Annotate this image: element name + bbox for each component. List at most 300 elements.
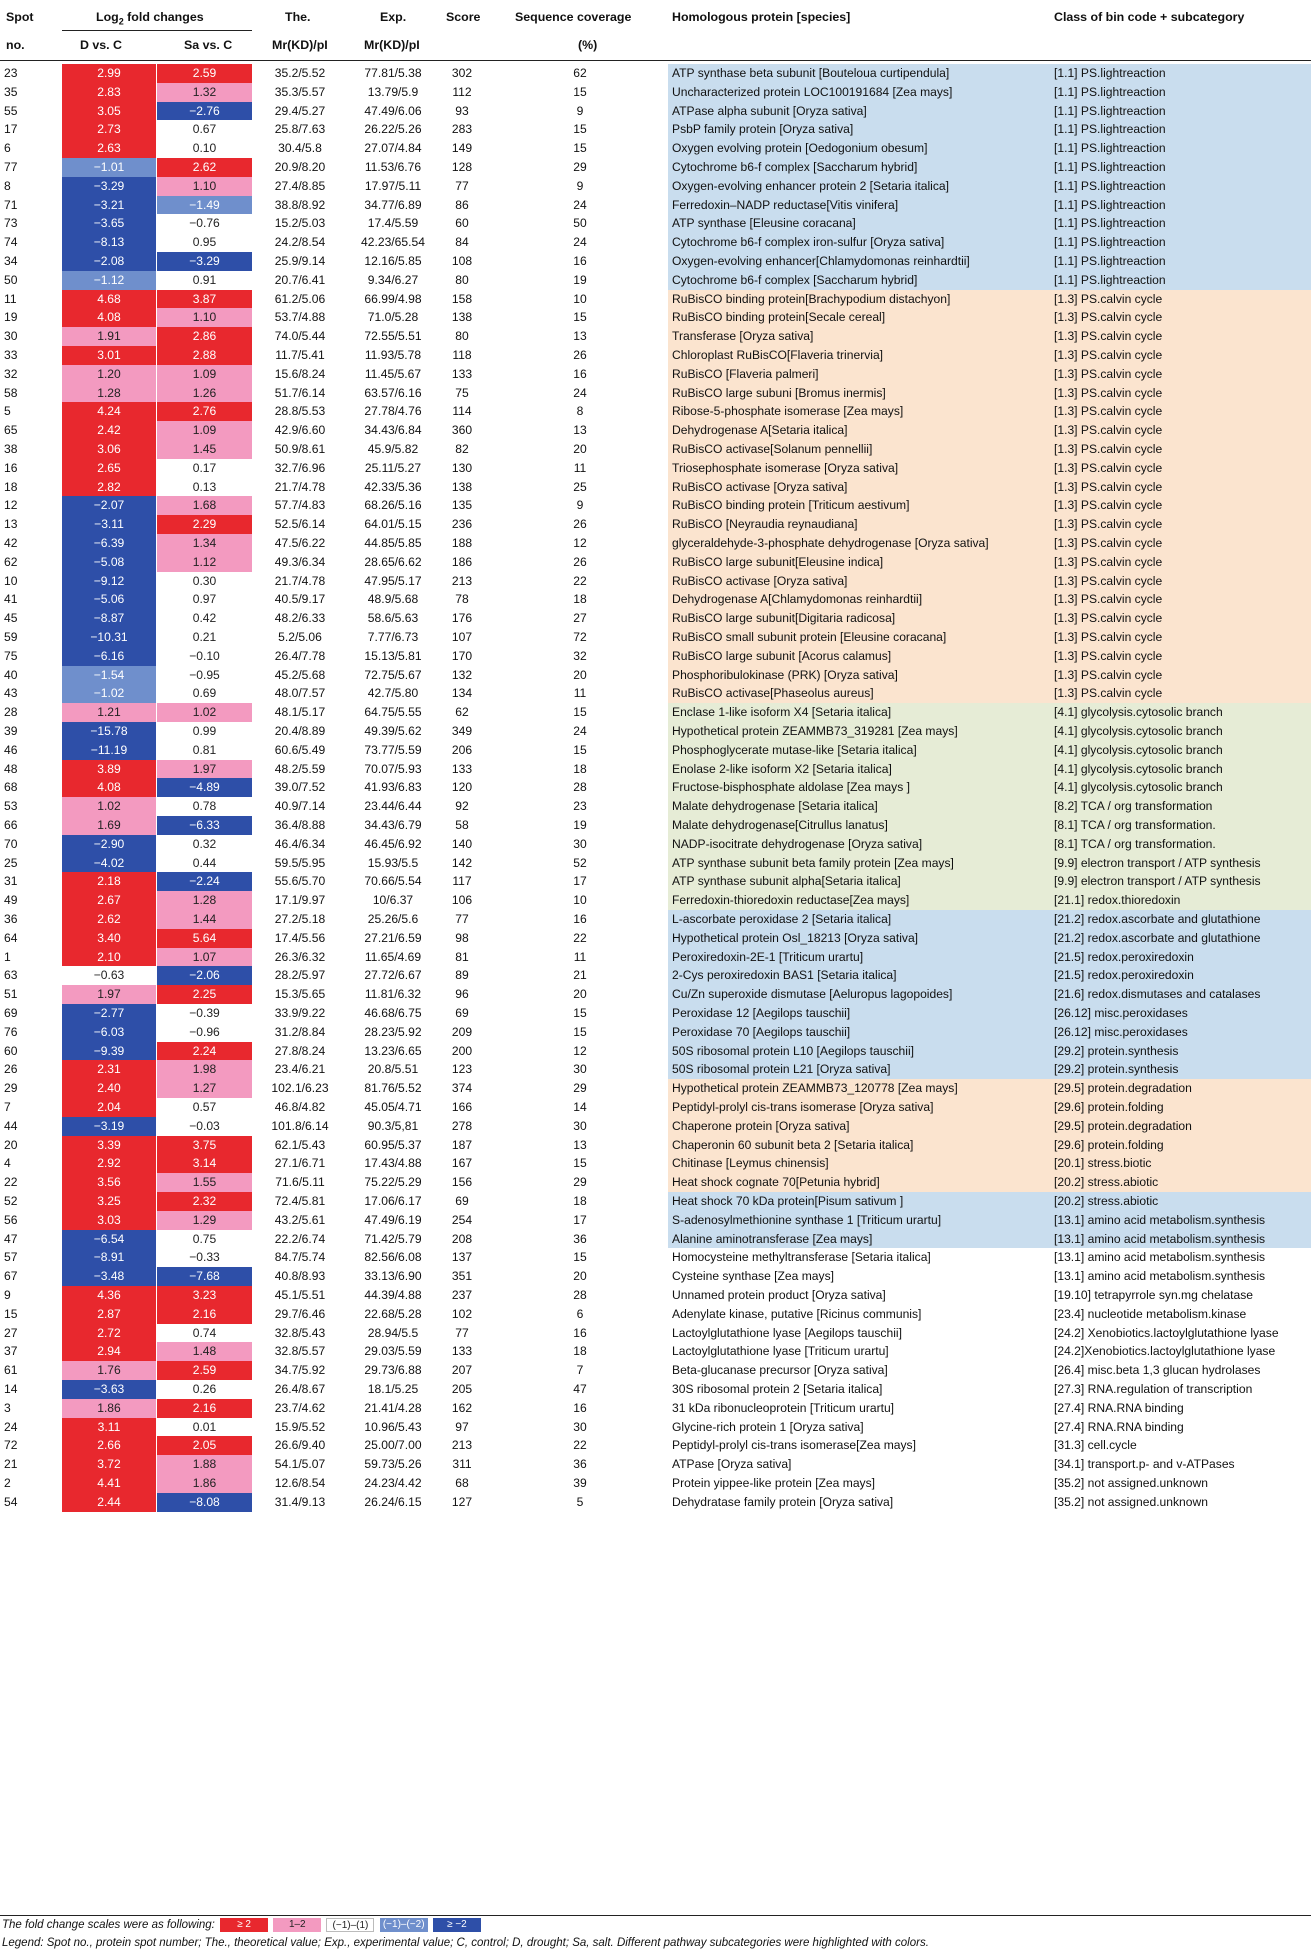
spot-no: 19 (4, 310, 18, 325)
theoretical-value: 50.9/8.61 (274, 442, 326, 456)
sa-vs-c-value: 1.12 (157, 553, 252, 572)
legend-swatch-ge2: ≥ 2 (220, 1918, 268, 1932)
coverage-value: 28 (573, 1288, 587, 1302)
d-vs-c-value: −2.77 (62, 1004, 156, 1023)
theoretical-value: 48.2/5.59 (274, 761, 326, 776)
bin-class: [1.3] PS.calvin cycle (1054, 648, 1163, 663)
theoretical-value: 15.6/8.24 (274, 366, 326, 381)
spot-no: 35 (4, 84, 18, 99)
spot-no: 69 (4, 1006, 18, 1020)
bin-class: [27.4] RNA.RNA binding (1054, 1419, 1184, 1434)
homolog-protein: Phosphoribulokinase (PRK) [Oryza sativa] (672, 667, 898, 682)
d-vs-c-value: −8.87 (62, 609, 156, 628)
homolog-protein: glyceraldehyde-3-phosphate dehydrogenase [Oryza sativa] (672, 536, 989, 550)
table-row (0, 346, 1311, 365)
experimental-value: 27.07/4.84 (364, 141, 422, 156)
score-value: 140 (451, 836, 473, 851)
homolog-protein: RuBisCO small subunit protein [Eleusine coracana] (672, 630, 947, 644)
theoretical-value: 54.1/5.07 (274, 1457, 326, 1472)
homolog-protein: RuBisCO binding protein[Brachypodium distachyon] (672, 291, 951, 306)
sa-vs-c-value: 1.09 (157, 365, 252, 384)
homolog-protein: Ferredoxin–NADP reductase[Vitis vinifera] (672, 197, 899, 212)
score-value: 360 (451, 423, 473, 438)
coverage-value: 36 (573, 1457, 587, 1472)
experimental-value: 24.23/4.42 (364, 1476, 422, 1490)
d-vs-c-value: 3.06 (62, 440, 156, 459)
homolog-protein: NADP-isocitrate dehydrogenase [Oryza sativa] (672, 836, 923, 851)
homolog-protein: Oxygen-evolving enhancer protein 2 [Setaria italica] (672, 178, 949, 193)
theoretical-value: 28.8/5.53 (274, 404, 326, 419)
coverage-value: 12 (573, 1043, 587, 1058)
spot-no: 11 (4, 291, 17, 306)
sa-vs-c-value: −2.24 (157, 872, 252, 891)
score-value: 187 (451, 1137, 473, 1152)
homolog-protein: Hypothetical protein ZEAMMB73_120778 [Zea mays] (672, 1081, 958, 1096)
bin-class: [20.2] stress.abiotic (1054, 1194, 1159, 1208)
experimental-value: 75.22/5.29 (364, 1175, 422, 1190)
spot-no: 32 (4, 366, 18, 381)
score-value: 62 (455, 705, 469, 720)
d-vs-c-value: −5.08 (62, 553, 156, 572)
legend-scales (2, 1918, 481, 1932)
header-spot: Spot (6, 10, 34, 24)
sa-vs-c-value: 0.01 (157, 1418, 252, 1437)
experimental-value: 45.05/4.71 (364, 1100, 422, 1114)
d-vs-c-value: 2.63 (62, 139, 156, 158)
homolog-protein: ATPase alpha subunit [Oryza sativa] (672, 103, 867, 118)
spot-no: 2 (4, 1476, 11, 1490)
coverage-value: 16 (573, 912, 587, 926)
spot-no: 55 (4, 103, 18, 118)
bin-class: [26.4] misc.beta 1,3 glucan hydrolases (1054, 1363, 1261, 1378)
homolog-protein: RuBisCO activase[Solanum pennellii] (672, 442, 873, 456)
homolog-protein: Peroxidase 12 [Aegilops tauschii] (672, 1006, 851, 1020)
table-row (0, 252, 1311, 271)
sa-vs-c-value: 2.16 (157, 1399, 252, 1418)
table-row (0, 966, 1311, 985)
theoretical-value: 46.8/4.82 (274, 1100, 326, 1114)
score-value: 123 (451, 1062, 473, 1077)
score-value: 120 (451, 780, 473, 795)
score-value: 156 (451, 1175, 473, 1190)
table-row (0, 102, 1311, 121)
score-value: 82 (455, 442, 469, 456)
experimental-value: 34.43/6.84 (364, 423, 422, 438)
sa-vs-c-value: −6.33 (157, 816, 252, 835)
sa-vs-c-value: 2.88 (157, 346, 252, 365)
bin-class: [1.1] PS.lightreaction (1054, 178, 1166, 193)
coverage-value: 15 (573, 705, 587, 720)
table-row (0, 1342, 1311, 1361)
sa-vs-c-value: −1.49 (157, 196, 252, 215)
table-row (0, 1418, 1311, 1437)
table-row (0, 590, 1311, 609)
coverage-value: 16 (573, 254, 587, 268)
theoretical-value: 39.0/7.52 (274, 780, 326, 795)
coverage-value: 36 (573, 1231, 587, 1246)
spot-no: 25 (4, 855, 18, 870)
coverage-value: 17 (573, 874, 587, 889)
table-row (0, 1192, 1311, 1211)
header-exp-mr: Mr(KD)/pI (364, 38, 420, 52)
sa-vs-c-value: 0.75 (157, 1230, 252, 1249)
sa-vs-c-value: 0.17 (157, 459, 252, 478)
score-value: 106 (451, 893, 473, 908)
sa-vs-c-value: 0.69 (157, 684, 252, 703)
d-vs-c-value: 3.05 (62, 102, 156, 121)
homolog-protein: Unnamed protein product [Oryza sativa] (672, 1288, 886, 1302)
d-vs-c-value: 3.40 (62, 929, 156, 948)
bin-class: [21.2] redox.ascorbate and glutathione (1054, 930, 1261, 945)
experimental-value: 72.55/5.51 (364, 329, 422, 344)
score-value: 206 (451, 742, 473, 757)
d-vs-c-value: −11.19 (62, 741, 156, 760)
coverage-value: 16 (573, 1325, 587, 1340)
spot-no: 50 (4, 272, 18, 287)
d-vs-c-value: 3.89 (62, 760, 156, 779)
d-vs-c-value: 2.67 (62, 891, 156, 910)
theoretical-value: 49.3/6.34 (274, 554, 326, 569)
bin-class: [1.1] PS.lightreaction (1054, 272, 1166, 287)
d-vs-c-value: 1.28 (62, 384, 156, 403)
experimental-value: 49.39/5.62 (364, 724, 422, 738)
experimental-value: 44.85/5.85 (364, 536, 422, 550)
table-row (0, 1023, 1311, 1042)
theoretical-value: 52.5/6.14 (274, 517, 326, 532)
sa-vs-c-value: 1.88 (157, 1455, 252, 1474)
table-row (0, 948, 1311, 967)
experimental-value: 33.13/6.90 (364, 1269, 422, 1284)
table-row (0, 308, 1311, 327)
spot-no: 36 (4, 912, 18, 926)
theoretical-value: 48.1/5.17 (274, 705, 326, 720)
d-vs-c-value: 2.44 (62, 1493, 156, 1512)
experimental-value: 29.03/5.59 (364, 1344, 422, 1359)
d-vs-c-value: 4.68 (62, 290, 156, 309)
theoretical-value: 62.1/5.43 (274, 1137, 326, 1152)
table-row (0, 196, 1311, 215)
sa-vs-c-value: 1.10 (157, 308, 252, 327)
bin-class: [21.5] redox.peroxiredoxin (1054, 949, 1194, 964)
bin-class: [1.1] PS.lightreaction (1054, 84, 1166, 99)
sa-vs-c-value: −0.95 (157, 666, 252, 685)
d-vs-c-value: −2.90 (62, 835, 156, 854)
experimental-value: 26.22/5.26 (364, 122, 422, 137)
d-vs-c-value: 1.02 (62, 797, 156, 816)
score-value: 213 (451, 573, 473, 588)
d-vs-c-value: −6.03 (62, 1023, 156, 1042)
experimental-value: 22.68/5.28 (364, 1306, 422, 1321)
header-log2-sub: 2 (118, 16, 124, 27)
theoretical-value: 35.3/5.57 (274, 84, 326, 99)
score-value: 86 (455, 197, 469, 212)
score-value: 186 (451, 554, 473, 569)
sa-vs-c-value: 1.34 (157, 534, 252, 553)
table-row (0, 515, 1311, 534)
spot-no: 58 (4, 385, 18, 400)
theoretical-value: 35.2/5.52 (274, 66, 326, 80)
experimental-value: 25.11/5.27 (364, 460, 422, 475)
coverage-value: 17 (573, 1212, 587, 1227)
d-vs-c-value: −0.63 (62, 966, 156, 985)
spot-no: 72 (4, 1438, 18, 1453)
table-row (0, 1248, 1311, 1267)
homolog-protein: Chitinase [Leymus chinensis] (672, 1156, 829, 1171)
homolog-protein: Oxygen-evolving enhancer[Chlamydomonas reinhardtii] (672, 254, 970, 268)
d-vs-c-value: 3.03 (62, 1211, 156, 1230)
experimental-value: 47.95/5.17 (364, 573, 422, 588)
d-vs-c-value: 4.36 (62, 1286, 156, 1305)
experimental-value: 59.73/5.26 (364, 1457, 422, 1472)
experimental-value: 42.33/5.36 (364, 479, 422, 494)
homolog-protein: Dehydratase family protein [Oryza sativa] (672, 1494, 894, 1509)
score-value: 93 (455, 103, 469, 118)
bin-class: [1.1] PS.lightreaction (1054, 197, 1166, 212)
spot-no: 51 (4, 987, 18, 1002)
homolog-protein: Malate dehydrogenase [Setaria italica] (672, 799, 878, 814)
experimental-value: 45.9/5.82 (367, 442, 419, 456)
theoretical-value: 60.6/5.49 (274, 742, 326, 757)
spot-no: 7 (4, 1100, 11, 1114)
coverage-value: 15 (573, 141, 587, 156)
homolog-protein: Enclase 1-like isoform X4 [Setaria italica] (672, 705, 892, 720)
theoretical-value: 32.8/5.43 (274, 1325, 326, 1340)
table-row (0, 872, 1311, 891)
theoretical-value: 48.2/6.33 (274, 611, 326, 626)
sa-vs-c-value: 1.86 (157, 1474, 252, 1493)
theoretical-value: 20.4/8.89 (274, 724, 326, 738)
bin-class: [1.1] PS.lightreaction (1054, 141, 1166, 156)
table-row (0, 1136, 1311, 1155)
theoretical-value: 33.9/9.22 (274, 1006, 326, 1020)
sa-vs-c-value: 1.29 (157, 1211, 252, 1230)
experimental-value: 12.16/5.85 (364, 254, 422, 268)
score-value: 207 (451, 1363, 473, 1378)
header-log2-underline (62, 30, 252, 31)
spot-no: 47 (4, 1231, 18, 1246)
table-row (0, 1098, 1311, 1117)
table-row (0, 1060, 1311, 1079)
coverage-value: 26 (573, 348, 587, 362)
score-value: 158 (451, 291, 473, 306)
sa-vs-c-value: 3.75 (157, 1136, 252, 1155)
bin-class: [1.3] PS.calvin cycle (1054, 611, 1163, 626)
spot-no: 23 (4, 66, 18, 80)
sa-vs-c-value: −0.96 (157, 1023, 252, 1042)
table-row (0, 271, 1311, 290)
coverage-value: 15 (573, 1024, 587, 1039)
table-row (0, 1117, 1311, 1136)
homolog-protein: Chloroplast RuBisCO[Flaveria trinervia] (672, 348, 884, 362)
bin-class: [1.3] PS.calvin cycle (1054, 517, 1163, 532)
theoretical-value: 15.3/5.65 (274, 987, 326, 1002)
homolog-protein: Peroxiredoxin-2E-1 [Triticum urartu] (672, 949, 864, 964)
coverage-value: 72 (573, 630, 587, 644)
d-vs-c-value: −2.08 (62, 252, 156, 271)
score-value: 78 (455, 592, 469, 607)
experimental-value: 11.45/5.67 (364, 366, 422, 381)
experimental-value: 27.21/6.59 (364, 930, 422, 945)
coverage-value: 9 (576, 103, 584, 118)
spot-no: 53 (4, 799, 18, 814)
sa-vs-c-value: 0.21 (157, 628, 252, 647)
d-vs-c-value: −8.91 (62, 1248, 156, 1267)
sa-vs-c-value: −3.29 (157, 252, 252, 271)
experimental-value: 13.79/5.9 (367, 84, 419, 99)
score-value: 127 (451, 1494, 473, 1509)
bin-class: [27.4] RNA.RNA binding (1054, 1400, 1184, 1415)
header-spot-no: no. (6, 38, 25, 52)
bin-class: [23.4] nucleotide metabolism.kinase (1054, 1306, 1247, 1321)
sa-vs-c-value: 0.95 (157, 233, 252, 252)
homolog-protein: Cytochrome b6-f complex [Saccharum hybrid] (672, 272, 918, 287)
d-vs-c-value: −15.78 (62, 722, 156, 741)
d-vs-c-value: 2.82 (62, 478, 156, 497)
experimental-value: 13.23/6.65 (364, 1043, 422, 1058)
bin-class: [24.2]Xenobiotics.lactoylglutathione lyase (1054, 1344, 1276, 1359)
homolog-protein: Ribose-5-phosphate isomerase [Zea mays] (672, 404, 904, 419)
theoretical-value: 31.2/8.84 (274, 1024, 326, 1039)
header-exp: Exp. (380, 10, 407, 24)
score-value: 69 (455, 1194, 469, 1208)
d-vs-c-value: 4.08 (62, 778, 156, 797)
spot-no: 39 (4, 724, 18, 738)
theoretical-value: 74.0/5.44 (274, 329, 326, 344)
bin-class: [1.3] PS.calvin cycle (1054, 479, 1163, 494)
spot-no: 33 (4, 348, 18, 362)
coverage-value: 18 (573, 592, 587, 607)
sa-vs-c-value: −0.39 (157, 1004, 252, 1023)
table-row (0, 797, 1311, 816)
score-value: 107 (451, 630, 473, 644)
spot-no: 56 (4, 1212, 18, 1227)
table-row (0, 684, 1311, 703)
table-row (0, 120, 1311, 139)
score-value: 80 (455, 329, 469, 344)
coverage-value: 6 (576, 1306, 584, 1321)
coverage-value: 24 (573, 385, 587, 400)
theoretical-value: 59.5/5.95 (274, 855, 326, 870)
experimental-value: 71.42/5.79 (364, 1231, 422, 1246)
sa-vs-c-value: 3.87 (157, 290, 252, 309)
spot-no: 18 (4, 479, 18, 494)
homolog-protein: Cu/Zn superoxide dismutase [Aeluropus lagopoides] (672, 987, 953, 1002)
homolog-protein: Peroxidase 70 [Aegilops tauschii] (672, 1024, 851, 1039)
sa-vs-c-value: 1.28 (157, 891, 252, 910)
spot-no: 31 (4, 874, 18, 889)
sa-vs-c-value: 2.59 (157, 1361, 252, 1380)
bin-class: [1.3] PS.calvin cycle (1054, 310, 1163, 325)
coverage-value: 19 (573, 272, 587, 287)
theoretical-value: 15.9/5.52 (274, 1419, 326, 1434)
score-value: 92 (455, 799, 469, 814)
spot-no: 16 (4, 460, 18, 475)
coverage-value: 26 (573, 554, 587, 569)
sa-vs-c-value: 2.25 (157, 985, 252, 1004)
experimental-value: 48.9/5.68 (367, 592, 419, 607)
spot-no: 17 (4, 122, 18, 137)
experimental-value: 41.93/6.83 (364, 780, 422, 795)
bin-class: [1.3] PS.calvin cycle (1054, 404, 1163, 419)
coverage-value: 29 (573, 160, 587, 174)
spot-no: 64 (4, 930, 18, 945)
coverage-value: 27 (573, 611, 587, 626)
experimental-value: 70.66/5.54 (364, 874, 422, 889)
d-vs-c-value: 2.92 (62, 1154, 156, 1173)
spot-no: 71 (4, 197, 18, 212)
d-vs-c-value: −6.16 (62, 647, 156, 666)
experimental-value: 15.93/5.5 (367, 855, 419, 870)
coverage-value: 15 (573, 1250, 587, 1265)
coverage-value: 13 (573, 423, 587, 438)
theoretical-value: 11.7/5.41 (275, 348, 325, 362)
homolog-protein: S-adenosylmethionine synthase 1 [Triticum urartu] (672, 1212, 942, 1227)
bin-class: [21.5] redox.peroxiredoxin (1054, 968, 1194, 983)
bin-class: [9.9] electron transport / ATP synthesis (1054, 874, 1261, 889)
spot-no: 61 (4, 1363, 18, 1378)
legend-swatch-le-neg2: ≥ −2 (433, 1918, 481, 1932)
bin-class: [1.3] PS.calvin cycle (1054, 460, 1163, 475)
coverage-value: 13 (573, 329, 587, 344)
spot-no: 43 (4, 686, 18, 701)
theoretical-value: 27.4/8.85 (274, 178, 326, 193)
experimental-value: 73.77/5.59 (364, 742, 422, 757)
score-value: 89 (455, 968, 469, 983)
score-value: 278 (451, 1118, 473, 1133)
d-vs-c-value: −8.13 (62, 233, 156, 252)
theoretical-value: 51.7/6.14 (274, 385, 326, 400)
legend-swatch-1-2: 1–2 (273, 1918, 321, 1932)
score-value: 68 (455, 1476, 469, 1490)
spot-no: 27 (4, 1325, 18, 1340)
d-vs-c-value: 1.86 (62, 1399, 156, 1418)
bin-class: [29.2] protein.synthesis (1054, 1043, 1179, 1058)
bin-class: [1.1] PS.lightreaction (1054, 216, 1166, 231)
sa-vs-c-value: 2.24 (157, 1042, 252, 1061)
bin-class: [13.1] amino acid metabolism.synthesis (1054, 1250, 1266, 1265)
theoretical-value: 40.9/7.14 (274, 799, 326, 814)
header-coverage-pct: (%) (578, 38, 598, 52)
sa-vs-c-value: 3.14 (157, 1154, 252, 1173)
score-value: 77 (455, 178, 469, 193)
coverage-value: 18 (573, 1344, 587, 1359)
spot-no: 5 (4, 404, 11, 419)
theoretical-value: 43.2/5.61 (274, 1212, 326, 1227)
table-row (0, 778, 1311, 797)
table-row (0, 1380, 1311, 1399)
bin-class: [24.2] Xenobiotics.lactoylglutathione lyase (1054, 1325, 1279, 1340)
sa-vs-c-value: 1.26 (157, 384, 252, 403)
score-value: 237 (451, 1288, 473, 1302)
d-vs-c-value: −1.01 (62, 158, 156, 177)
experimental-value: 17.06/6.17 (364, 1194, 422, 1208)
sa-vs-c-value: 1.48 (157, 1342, 252, 1361)
spot-no: 62 (4, 554, 18, 569)
score-value: 128 (451, 160, 473, 174)
spot-no: 34 (4, 254, 18, 268)
sa-vs-c-value: 1.45 (157, 440, 252, 459)
experimental-value: 46.45/6.92 (364, 836, 422, 851)
score-value: 118 (452, 348, 472, 362)
table-row (0, 1004, 1311, 1023)
experimental-value: 42.7/5.80 (367, 686, 419, 701)
score-value: 134 (451, 686, 473, 701)
d-vs-c-value: 1.91 (62, 327, 156, 346)
sa-vs-c-value: 2.32 (157, 1192, 252, 1211)
table-row (0, 628, 1311, 647)
score-value: 283 (451, 122, 473, 137)
sa-vs-c-value: 1.32 (157, 83, 252, 102)
